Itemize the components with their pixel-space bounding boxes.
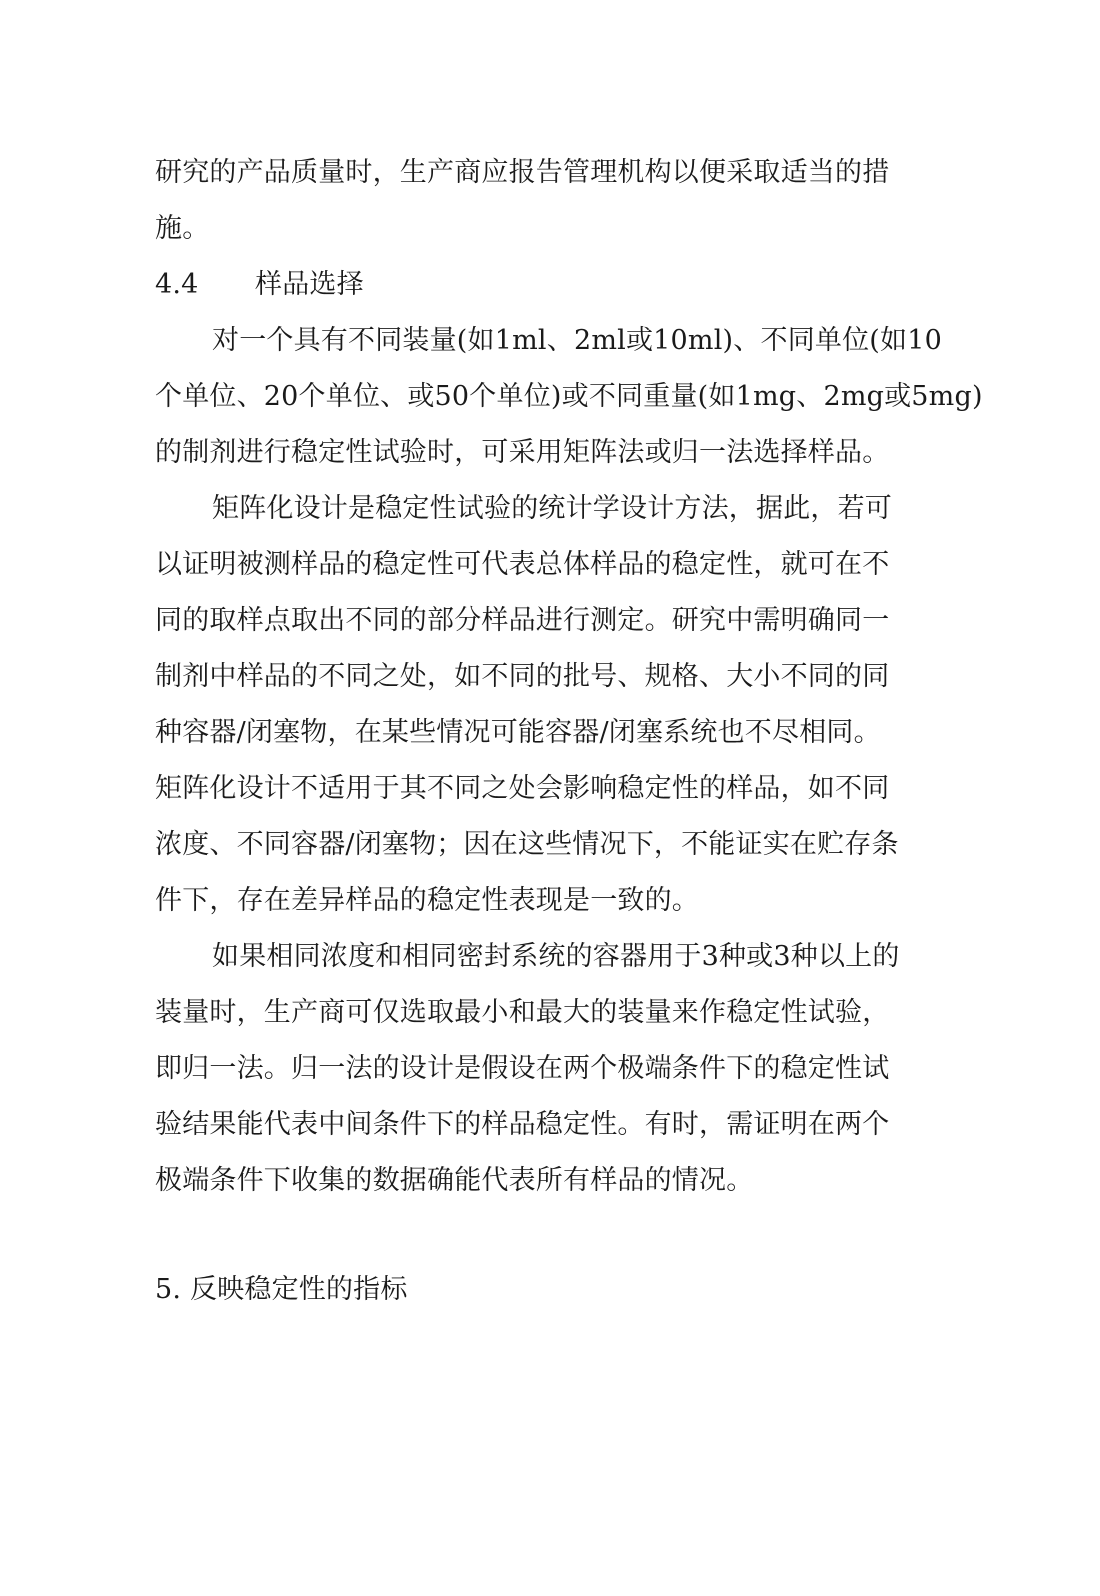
text-line: 的制剂进行稳定性试验时，可采用矩阵法或归一法选择样品。 [155,437,890,468]
text-line: 即归一法。归一法的设计是假设在两个极端条件下的稳定性试 [155,1053,890,1084]
text-line: 同的取样点取出不同的部分样品进行测定。研究中需明确同一 [155,605,890,636]
text-line: 件下，存在差异样品的稳定性表现是一致的。 [155,885,699,916]
section-title: 反映稳定性的指标 [189,1274,408,1305]
paragraph-first-line: 矩阵化设计是稳定性试验的统计学设计方法，据此，若可 [212,493,892,524]
section-number: 4.4 [155,269,199,300]
text-line: 个单位、20个单位、或50个单位)或不同重量(如1mg、2mg或5mg) [155,381,983,412]
text-line: 验结果能代表中间条件下的样品稳定性。有时，需证明在两个 [155,1109,890,1140]
section-number: 5. [155,1274,182,1305]
paragraph-first-line: 对一个具有不同装量(如1ml、2ml或10ml)、不同单位(如10 [212,325,942,356]
text-line: 装量时，生产商可仅选取最小和最大的装量来作稳定性试验， [155,997,890,1028]
text-line: 极端条件下收集的数据确能代表所有样品的情况。 [155,1165,754,1196]
paragraph-first-line: 如果相同浓度和相同密封系统的容器用于3种或3种以上的 [212,941,900,972]
text-line: 矩阵化设计不适用于其不同之处会影响稳定性的样品，如不同 [155,773,890,804]
text-line: 施。 [155,213,210,244]
text-line: 浓度、不同容器/闭塞物；因在这些情况下，不能证实在贮存条 [155,829,899,860]
text-line: 以证明被测样品的稳定性可代表总体样品的稳定性，就可在不 [155,549,890,580]
text-line: 研究的产品质量时，生产商应报告管理机构以便采取适当的措 [155,157,890,188]
section-heading-4-4 [155,265,364,305]
section-heading-5 [155,1270,408,1310]
text-line: 种容器/闭塞物，在某些情况可能容器/闭塞系统也不尽相同。 [155,717,881,748]
text-line: 制剂中样品的不同之处，如不同的批号、规格、大小不同的同 [155,661,890,692]
section-title: 样品选择 [255,269,364,300]
